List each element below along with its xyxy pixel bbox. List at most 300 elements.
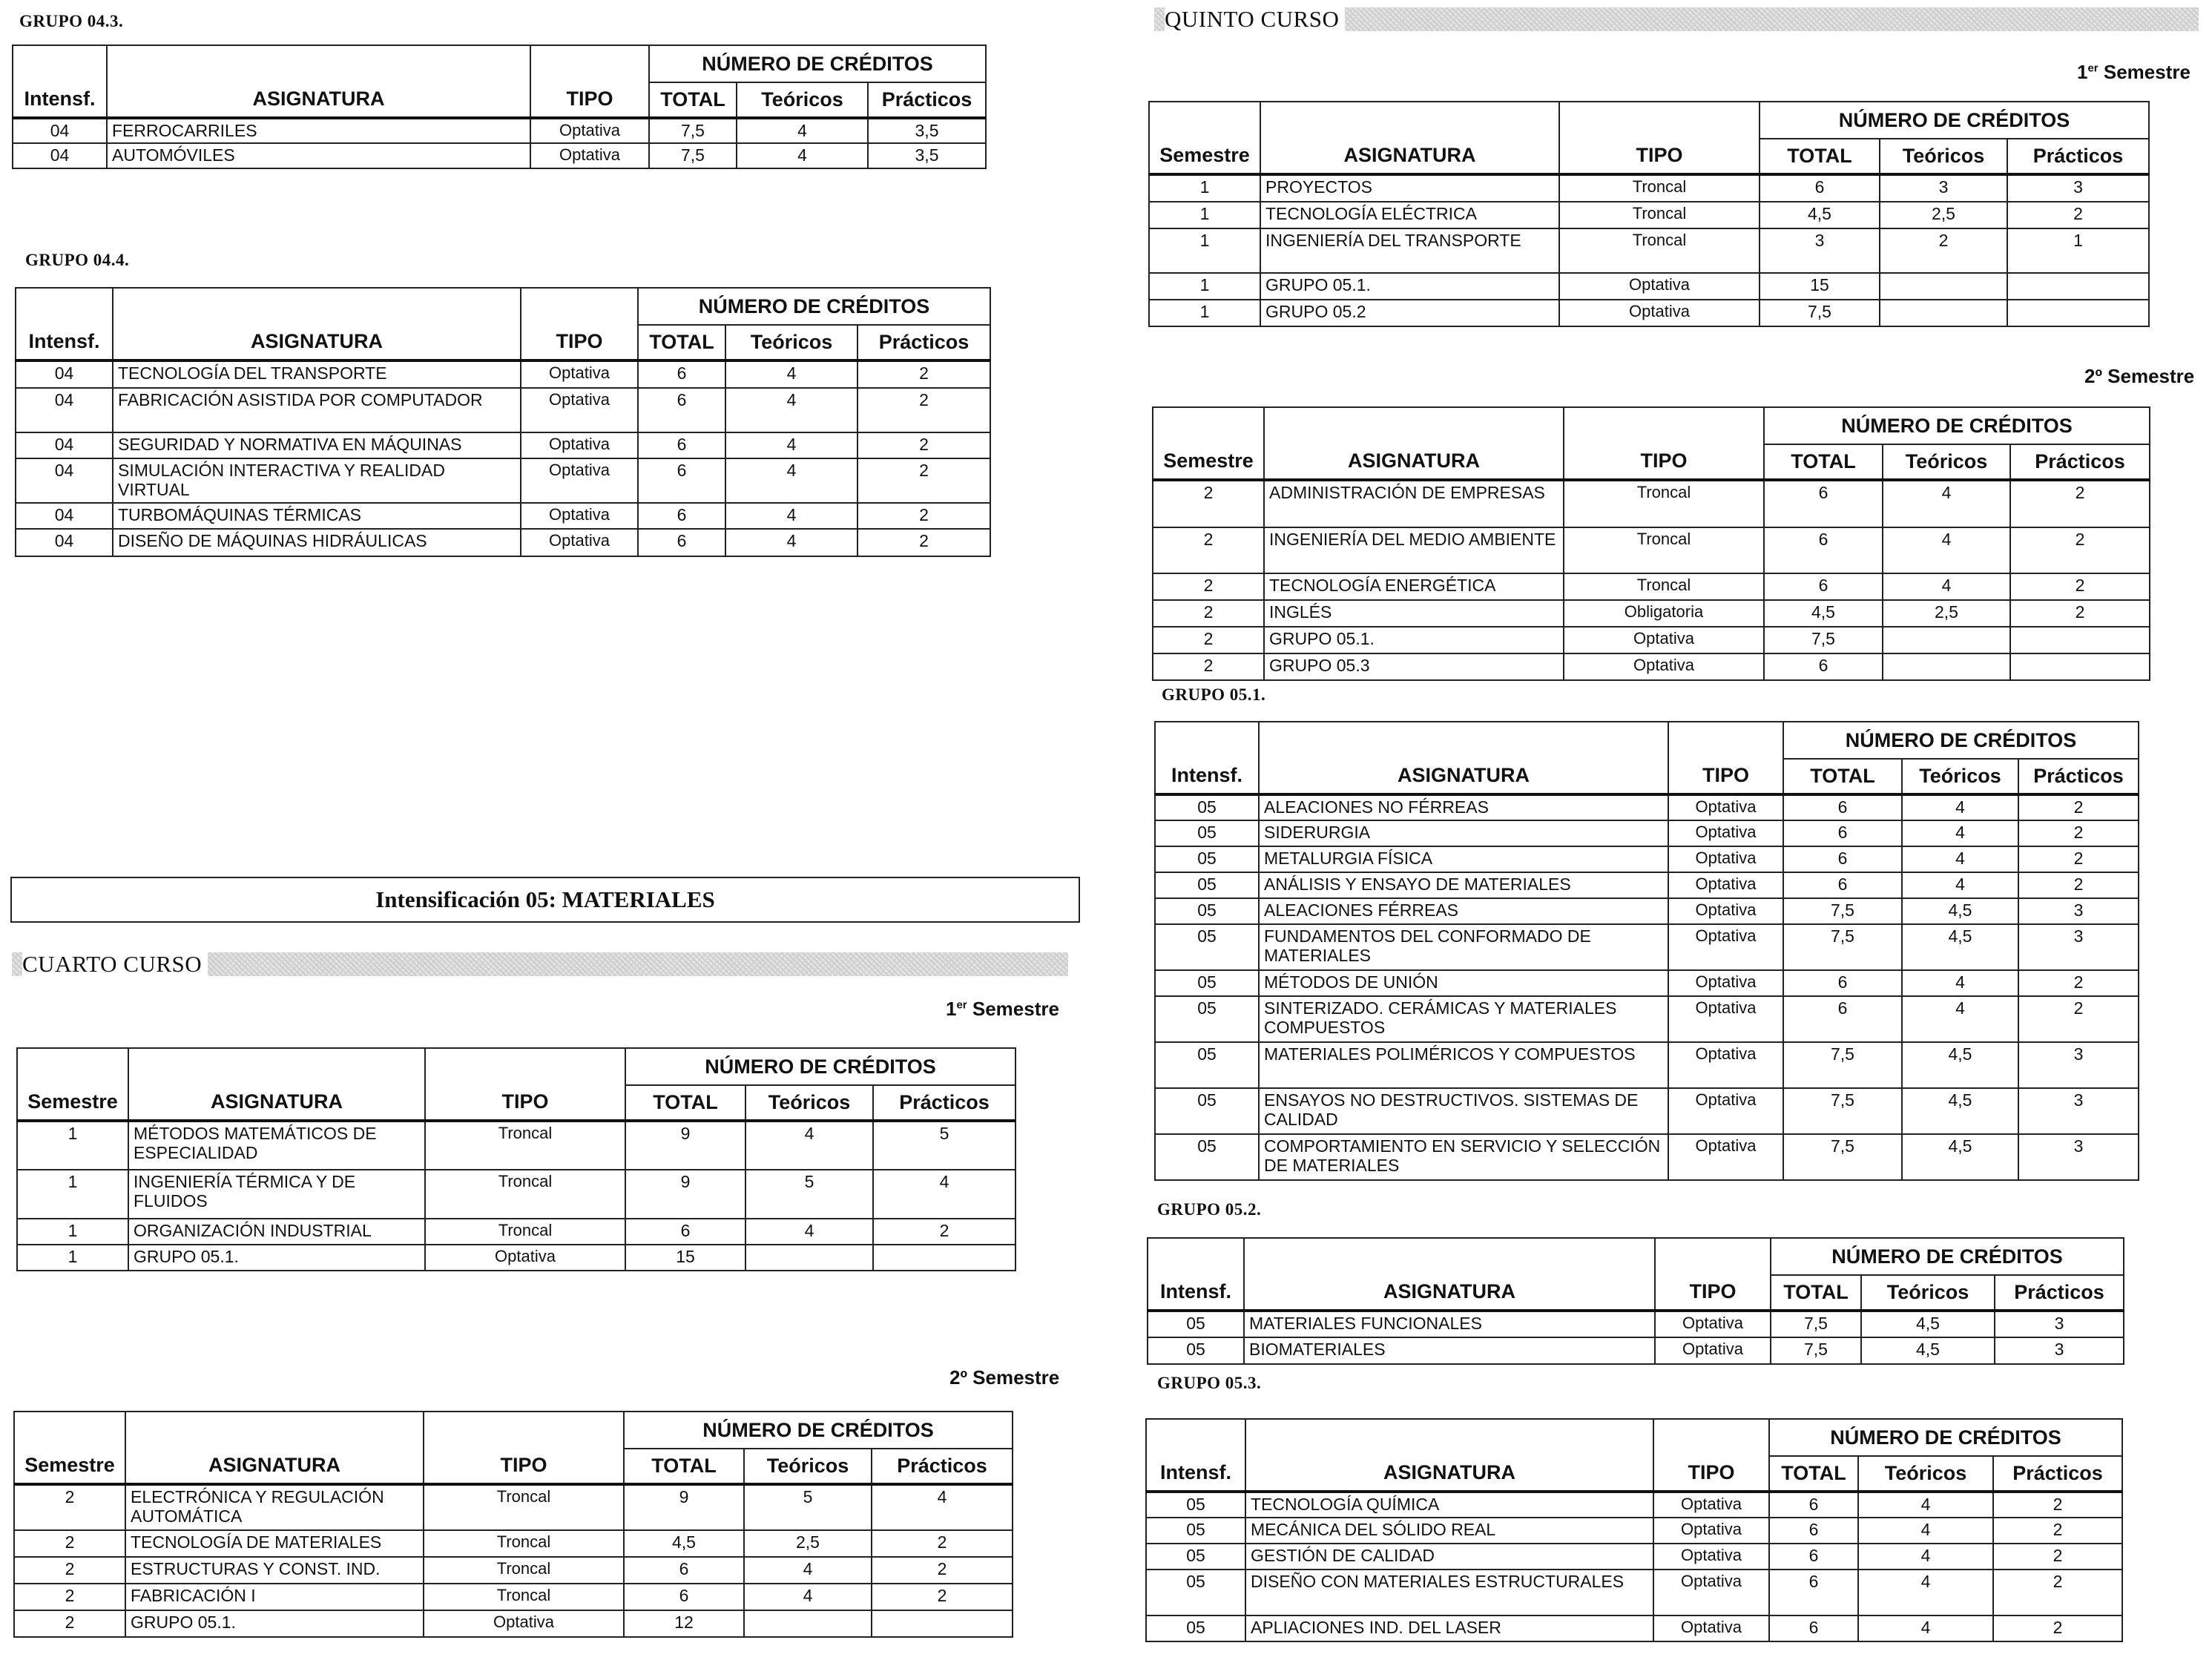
teoricos-cell: 2,5 [744, 1530, 872, 1557]
intens-cell: 05 [1146, 1492, 1245, 1518]
header-teoricos: Teóricos [737, 82, 868, 118]
teoricos-cell: 4 [1902, 996, 2018, 1042]
teoricos-cell: 2,5 [1883, 600, 2010, 627]
header-asignatura: ASIGNATURA [1245, 1419, 1653, 1492]
teoricos-cell: 4 [1902, 846, 2018, 872]
total-cell: 6 [1764, 527, 1883, 573]
total-cell: 6 [1783, 794, 1902, 820]
intens-cell: 05 [1155, 1088, 1259, 1134]
teoricos-cell: 4 [1858, 1570, 1993, 1615]
total-cell: 15 [1760, 273, 1880, 300]
tipo-cell: Optativa [1653, 1544, 1769, 1570]
intens-cell: 05 [1155, 794, 1259, 820]
header-tipo: TIPO [521, 288, 638, 360]
header-intens: Intensf. [13, 45, 107, 118]
table-row [14, 1557, 1013, 1584]
tipo-cell: Optativa [521, 458, 638, 503]
practicos-cell: 2 [858, 388, 990, 432]
total-cell: 7,5 [1760, 300, 1880, 326]
grupo-05-3-table [1145, 1418, 2123, 1642]
quinto-curso-heading [1154, 7, 2199, 31]
table-row [16, 529, 990, 556]
total-cell: 9 [624, 1484, 744, 1530]
table-row [14, 1610, 1013, 1637]
semestre-cell: 2 [1153, 627, 1264, 653]
teoricos-cell: 3 [1880, 174, 2007, 202]
tipo-cell: Troncal [425, 1121, 625, 1170]
total-cell: 6 [1764, 573, 1883, 600]
table-row [1155, 1088, 2139, 1134]
quinto-sem1-table [1148, 101, 2150, 327]
tipo-cell: Optativa [1668, 898, 1783, 924]
header-total: TOTAL [1760, 139, 1880, 174]
total-cell: 7,5 [1764, 627, 1883, 653]
teoricos-cell: 4,5 [1902, 1134, 2018, 1180]
table-row [16, 458, 990, 503]
tipo-cell: Optativa [521, 432, 638, 458]
tipo-cell: Optativa [1655, 1311, 1771, 1337]
header-asignatura: ASIGNATURA [1264, 407, 1564, 480]
intens-cell: 04 [16, 388, 113, 432]
tipo-cell: Optativa [1668, 1042, 1783, 1088]
intens-cell: 05 [1155, 1042, 1259, 1088]
table-row [1148, 1337, 2124, 1364]
teoricos-cell: 5 [744, 1484, 872, 1530]
teoricos-cell [1883, 627, 2010, 653]
asignatura-cell: ADMINISTRACIÓN DE EMPRESAS [1264, 480, 1564, 527]
intens-cell: 05 [1155, 846, 1259, 872]
semestre-cell: 2 [14, 1484, 125, 1530]
header-tipo: TIPO [530, 45, 649, 118]
table-row [17, 1245, 1016, 1271]
practicos-cell: 3,5 [868, 143, 986, 168]
semestre-cell: 1 [17, 1170, 128, 1219]
teoricos-cell: 4 [1858, 1615, 1993, 1641]
header-numero-creditos: NÚMERO DE CRÉDITOS [625, 1048, 1016, 1085]
teoricos-cell: 4 [745, 1219, 873, 1245]
quinto-sem2-table [1152, 406, 2150, 681]
semestre-cell: 2 [1153, 527, 1264, 573]
header-intens: Intensf. [16, 288, 113, 360]
total-cell: 6 [624, 1557, 744, 1584]
header-tipo: TIPO [425, 1048, 625, 1121]
total-cell: 7,5 [1771, 1337, 1861, 1364]
semestre-cell: 2 [1153, 573, 1264, 600]
teoricos-cell [1883, 653, 2010, 680]
table-row [16, 503, 990, 529]
practicos-cell [873, 1245, 1016, 1271]
total-cell: 3 [1760, 228, 1880, 273]
header-asignatura: ASIGNATURA [125, 1412, 424, 1484]
total-cell: 6 [638, 432, 725, 458]
asignatura-cell: MÉTODOS MATEMÁTICOS DE ESPECIALIDAD [128, 1121, 425, 1170]
header-tipo: TIPO [1668, 722, 1783, 794]
asignatura-cell: ORGANIZACIÓN INDUSTRIAL [128, 1219, 425, 1245]
table-row [1148, 1311, 2124, 1337]
teoricos-cell: 4 [725, 388, 858, 432]
tipo-cell: Optativa [1559, 273, 1760, 300]
asignatura-cell: PROYECTOS [1260, 174, 1559, 202]
header-numero-creditos: NÚMERO DE CRÉDITOS [624, 1412, 1013, 1449]
semestre-cell: 2 [14, 1584, 125, 1610]
tipo-cell: Optativa [521, 529, 638, 556]
practicos-cell: 2 [2018, 872, 2139, 898]
intens-cell: 05 [1146, 1544, 1245, 1570]
asignatura-cell: GRUPO 05.1. [1260, 273, 1559, 300]
total-cell: 6 [1783, 846, 1902, 872]
tipo-cell: Optativa [1564, 627, 1764, 653]
asignatura-cell: TECNOLOGÍA DE MATERIALES [125, 1530, 424, 1557]
tipo-cell: Optativa [1653, 1518, 1769, 1544]
teoricos-cell: 4,5 [1902, 1088, 2018, 1134]
table-row [17, 1170, 1016, 1219]
total-cell: 6 [638, 503, 725, 529]
table-row [1155, 970, 2139, 996]
total-cell: 7,5 [1783, 898, 1902, 924]
table-row [17, 1121, 1016, 1170]
intens-cell: 04 [13, 143, 107, 168]
asignatura-cell: FABRICACIÓN I [125, 1584, 424, 1610]
table-row [1146, 1544, 2122, 1570]
semestre-cell: 2 [14, 1557, 125, 1584]
total-cell: 12 [624, 1610, 744, 1637]
teoricos-cell [744, 1610, 872, 1637]
practicos-cell: 2 [1993, 1518, 2122, 1544]
practicos-cell: 2 [1993, 1615, 2122, 1641]
tipo-cell: Troncal [424, 1557, 624, 1584]
semestre-cell: 2 [14, 1610, 125, 1637]
tipo-cell: Optativa [1559, 300, 1760, 326]
asignatura-cell: TURBOMÁQUINAS TÉRMICAS [113, 503, 521, 529]
cuarto-sem1-label: 1er Semestre [946, 998, 1059, 1020]
table-row [1155, 846, 2139, 872]
table-row [1146, 1615, 2122, 1641]
cuarto-curso-heading [12, 952, 1068, 976]
header-practicos: Prácticos [2007, 139, 2149, 174]
header-numero-creditos: NÚMERO DE CRÉDITOS [1771, 1238, 2124, 1275]
practicos-cell: 2 [858, 458, 990, 503]
header-total: TOTAL [624, 1449, 744, 1484]
header-teoricos: Teóricos [1902, 759, 2018, 794]
teoricos-cell: 4,5 [1902, 924, 2018, 970]
practicos-cell: 2 [872, 1557, 1013, 1584]
asignatura-cell: DISEÑO CON MATERIALES ESTRUCTURALES [1245, 1570, 1653, 1615]
practicos-cell: 2 [2010, 573, 2150, 600]
table-row [1146, 1518, 2122, 1544]
table-row [16, 360, 990, 388]
asignatura-cell: MECÁNICA DEL SÓLIDO REAL [1245, 1518, 1653, 1544]
intens-cell: 05 [1155, 924, 1259, 970]
intens-cell: 05 [1146, 1615, 1245, 1641]
intens-cell: 05 [1148, 1337, 1244, 1364]
total-cell: 6 [625, 1219, 745, 1245]
header-numero-creditos: NÚMERO DE CRÉDITOS [1783, 722, 2139, 759]
header-total: TOTAL [1764, 444, 1883, 480]
total-cell: 6 [638, 458, 725, 503]
tipo-cell: Troncal [424, 1484, 624, 1530]
asignatura-cell: TECNOLOGÍA QUÍMICA [1245, 1492, 1653, 1518]
header-tipo: TIPO [1559, 102, 1760, 174]
grupo-05-3-title: GRUPO 05.3. [1157, 1374, 1262, 1392]
total-cell: 6 [638, 529, 725, 556]
header-total: TOTAL [625, 1085, 745, 1121]
practicos-cell: 2 [872, 1584, 1013, 1610]
cuarto-curso-label: CUARTO CURSO [22, 951, 208, 977]
intens-cell: 05 [1155, 970, 1259, 996]
teoricos-cell: 2,5 [1880, 202, 2007, 228]
tipo-cell: Optativa [1668, 1088, 1783, 1134]
teoricos-cell: 4 [725, 529, 858, 556]
grupo-04-3-title: GRUPO 04.3. [19, 12, 124, 30]
tipo-cell: Optativa [1564, 653, 1764, 680]
tipo-cell: Troncal [425, 1219, 625, 1245]
total-cell: 7,5 [1783, 1088, 1902, 1134]
tipo-cell: Optativa [1668, 996, 1783, 1042]
practicos-cell: 2 [2010, 600, 2150, 627]
semestre-cell: 1 [17, 1245, 128, 1271]
teoricos-cell [1880, 300, 2007, 326]
asignatura-cell: GRUPO 05.1. [128, 1245, 425, 1271]
header-numero-creditos: NÚMERO DE CRÉDITOS [638, 288, 990, 325]
header-total: TOTAL [1783, 759, 1902, 794]
intens-cell: 05 [1155, 872, 1259, 898]
teoricos-cell: 4 [725, 432, 858, 458]
intens-cell: 04 [13, 118, 107, 143]
teoricos-cell: 4 [744, 1584, 872, 1610]
table-row [1155, 794, 2139, 820]
teoricos-cell: 5 [745, 1170, 873, 1219]
intens-cell: 05 [1146, 1518, 1245, 1544]
teoricos-cell: 4,5 [1861, 1337, 1995, 1364]
semestre-cell: 1 [17, 1121, 128, 1170]
teoricos-cell: 4 [1883, 480, 2010, 527]
header-intens: Intensf. [1148, 1238, 1244, 1311]
semestre-cell: 2 [1153, 480, 1264, 527]
tipo-cell: Troncal [1559, 202, 1760, 228]
header-semestre: Semestre [1149, 102, 1260, 174]
asignatura-cell: MATERIALES POLIMÉRICOS Y COMPUESTOS [1259, 1042, 1668, 1088]
header-numero-creditos: NÚMERO DE CRÉDITOS [649, 45, 986, 82]
asignatura-cell: SIMULACIÓN INTERACTIVA Y REALIDAD VIRTUAL [113, 458, 521, 503]
intens-cell: 05 [1155, 820, 1259, 846]
table-row [1155, 1134, 2139, 1180]
practicos-cell: 2 [858, 503, 990, 529]
practicos-cell [2007, 300, 2149, 326]
total-cell: 7,5 [1783, 1134, 1902, 1180]
table-row [1155, 820, 2139, 846]
teoricos-cell: 4 [737, 118, 868, 143]
asignatura-cell: SIDERURGIA [1259, 820, 1668, 846]
cuarto-sem2-label: 2º Semestre [949, 1366, 1060, 1389]
tipo-cell: Optativa [1668, 794, 1783, 820]
tipo-cell: Optativa [1653, 1570, 1769, 1615]
table-row [16, 432, 990, 458]
total-cell: 15 [625, 1245, 745, 1271]
tipo-cell: Troncal [1564, 480, 1764, 527]
teoricos-cell: 4 [1858, 1492, 1993, 1518]
teoricos-cell: 4,5 [1902, 1042, 2018, 1088]
table-row [16, 388, 990, 432]
header-tipo: TIPO [424, 1412, 624, 1484]
asignatura-cell: DISEÑO DE MÁQUINAS HIDRÁULICAS [113, 529, 521, 556]
table-row [1153, 653, 2150, 680]
asignatura-cell: BIOMATERIALES [1244, 1337, 1655, 1364]
teoricos-cell: 4 [744, 1557, 872, 1584]
table-row [14, 1484, 1013, 1530]
practicos-cell: 2 [872, 1530, 1013, 1557]
tipo-cell: Optativa [521, 360, 638, 388]
intensificacion-title: Intensificación 05: MATERIALES [10, 877, 1080, 923]
total-cell: 6 [1783, 820, 1902, 846]
asignatura-cell: GRUPO 05.1. [125, 1610, 424, 1637]
teoricos-cell: 2 [1880, 228, 2007, 273]
total-cell: 6 [1764, 480, 1883, 527]
tipo-cell: Optativa [521, 503, 638, 529]
practicos-cell: 2 [2018, 970, 2139, 996]
table-row [1146, 1492, 2122, 1518]
semestre-cell: 1 [1149, 202, 1260, 228]
cuarto-sem2-table [13, 1411, 1013, 1638]
asignatura-cell: GRUPO 05.1. [1264, 627, 1564, 653]
header-total: TOTAL [1769, 1456, 1858, 1492]
header-tipo: TIPO [1655, 1238, 1771, 1311]
total-cell: 6 [1783, 970, 1902, 996]
grupo-05-2-title: GRUPO 05.2. [1157, 1200, 1262, 1219]
total-cell: 7,5 [1783, 1042, 1902, 1088]
semestre-cell: 2 [14, 1530, 125, 1557]
total-cell: 6 [1783, 996, 1902, 1042]
total-cell: 6 [1764, 653, 1883, 680]
teoricos-cell: 4 [1902, 794, 2018, 820]
tipo-cell: Optativa [1655, 1337, 1771, 1364]
asignatura-cell: FERROCARRILES [107, 118, 530, 143]
tipo-cell: Optativa [1668, 970, 1783, 996]
header-teoricos: Teóricos [744, 1449, 872, 1484]
asignatura-cell: AUTOMÓVILES [107, 143, 530, 168]
asignatura-cell: ANÁLISIS Y ENSAYO DE MATERIALES [1259, 872, 1668, 898]
header-intens: Intensf. [1155, 722, 1259, 794]
teoricos-cell: 4,5 [1902, 898, 2018, 924]
header-asignatura: ASIGNATURA [128, 1048, 425, 1121]
tipo-cell: Troncal [1559, 174, 1760, 202]
table-row [1149, 228, 2149, 273]
table-row [1149, 174, 2149, 202]
header-numero-creditos: NÚMERO DE CRÉDITOS [1769, 1419, 2122, 1456]
header-practicos: Prácticos [868, 82, 986, 118]
table-row [13, 118, 986, 143]
teoricos-cell: 4 [725, 360, 858, 388]
intens-cell: 04 [16, 458, 113, 503]
practicos-cell: 2 [2018, 794, 2139, 820]
practicos-cell: 1 [2007, 228, 2149, 273]
practicos-cell: 3 [2018, 898, 2139, 924]
quinto-sem2-label: 2º Semestre [2084, 365, 2195, 387]
header-practicos: Prácticos [873, 1085, 1016, 1121]
tipo-cell: Optativa [1653, 1615, 1769, 1641]
header-teoricos: Teóricos [1883, 444, 2010, 480]
tipo-cell: Optativa [1653, 1492, 1769, 1518]
semestre-cell: 2 [1153, 600, 1264, 627]
header-asignatura: ASIGNATURA [107, 45, 530, 118]
header-practicos: Prácticos [2018, 759, 2139, 794]
practicos-cell: 2 [1993, 1570, 2122, 1615]
total-cell: 4,5 [1760, 202, 1880, 228]
practicos-cell: 4 [873, 1170, 1016, 1219]
header-intens: Intensf. [1146, 1419, 1245, 1492]
asignatura-cell: APLIACIONES IND. DEL LASER [1245, 1615, 1653, 1641]
practicos-cell: 2 [1993, 1492, 2122, 1518]
practicos-cell: 2 [2010, 480, 2150, 527]
teoricos-cell: 4 [745, 1121, 873, 1170]
header-teoricos: Teóricos [745, 1085, 873, 1121]
total-cell: 6 [624, 1584, 744, 1610]
semestre-cell: 1 [1149, 174, 1260, 202]
total-cell: 6 [1769, 1518, 1858, 1544]
teoricos-cell: 4 [1902, 872, 2018, 898]
table-row [1155, 1042, 2139, 1088]
practicos-cell: 2 [858, 529, 990, 556]
teoricos-cell [1880, 273, 2007, 300]
header-asignatura: ASIGNATURA [1259, 722, 1668, 794]
asignatura-cell: INGENIERÍA TÉRMICA Y DE FLUIDOS [128, 1170, 425, 1219]
asignatura-cell: TECNOLOGÍA ELÉCTRICA [1260, 202, 1559, 228]
table-row [1155, 872, 2139, 898]
practicos-cell: 3 [2007, 174, 2149, 202]
header-total: TOTAL [638, 325, 725, 360]
practicos-cell [872, 1610, 1013, 1637]
semestre-cell: 2 [1153, 653, 1264, 680]
asignatura-cell: SINTERIZADO. CERÁMICAS Y MATERIALES COMPUESTOS [1259, 996, 1668, 1042]
practicos-cell: 2 [858, 360, 990, 388]
teoricos-cell [745, 1245, 873, 1271]
total-cell: 9 [625, 1121, 745, 1170]
asignatura-cell: ALEACIONES FÉRREAS [1259, 898, 1668, 924]
practicos-cell: 2 [2010, 527, 2150, 573]
asignatura-cell: MÉTODOS DE UNIÓN [1259, 970, 1668, 996]
total-cell: 6 [638, 388, 725, 432]
practicos-cell: 5 [873, 1121, 1016, 1170]
table-row [14, 1584, 1013, 1610]
tipo-cell: Troncal [425, 1170, 625, 1219]
header-teoricos: Teóricos [1861, 1275, 1995, 1311]
total-cell: 6 [1769, 1492, 1858, 1518]
asignatura-cell: TECNOLOGÍA DEL TRANSPORTE [113, 360, 521, 388]
asignatura-cell: COMPORTAMIENTO EN SERVICIO Y SELECCIÓN DE MATERIALES [1259, 1134, 1668, 1180]
practicos-cell [2010, 627, 2150, 653]
header-numero-creditos: NÚMERO DE CRÉDITOS [1760, 102, 2149, 139]
asignatura-cell: INGENIERÍA DEL MEDIO AMBIENTE [1264, 527, 1564, 573]
header-semestre: Semestre [14, 1412, 125, 1484]
table-row [1153, 600, 2150, 627]
teoricos-cell: 4 [725, 458, 858, 503]
asignatura-cell: ENSAYOS NO DESTRUCTIVOS. SISTEMAS DE CALIDAD [1259, 1088, 1668, 1134]
practicos-cell: 3 [1995, 1337, 2124, 1364]
total-cell: 6 [1760, 174, 1880, 202]
tipo-cell: Optativa [424, 1610, 624, 1637]
tipo-cell: Optativa [530, 118, 649, 143]
header-tipo: TIPO [1653, 1419, 1769, 1492]
header-semestre: Semestre [1153, 407, 1264, 480]
header-numero-creditos: NÚMERO DE CRÉDITOS [1764, 407, 2150, 444]
asignatura-cell: FUNDAMENTOS DEL CONFORMADO DE MATERIALES [1259, 924, 1668, 970]
table-row [1149, 202, 2149, 228]
total-cell: 6 [638, 360, 725, 388]
tipo-cell: Troncal [1564, 573, 1764, 600]
tipo-cell: Troncal [424, 1584, 624, 1610]
table-row [14, 1530, 1013, 1557]
teoricos-cell: 4 [725, 503, 858, 529]
intens-cell: 05 [1155, 898, 1259, 924]
